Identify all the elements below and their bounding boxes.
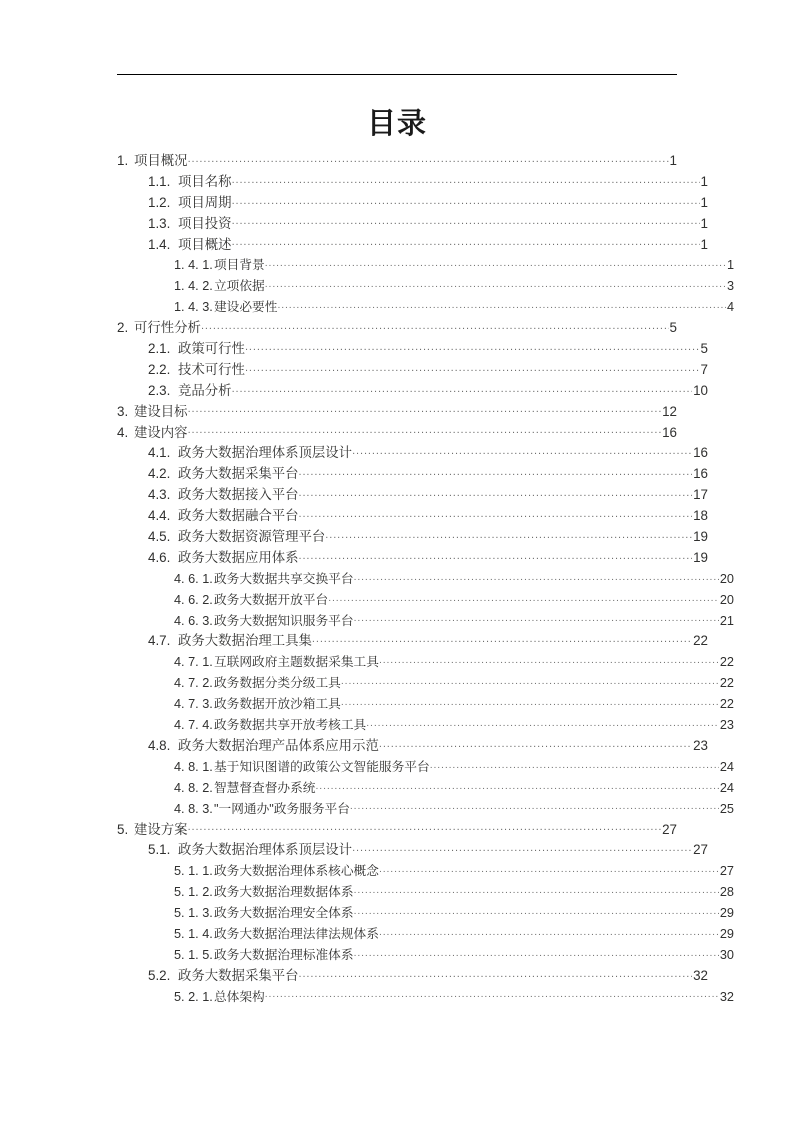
toc-entry-number: 1. 4. 3. (174, 300, 213, 315)
toc-dot-leader (354, 570, 719, 583)
toc-entry-title: 政务大数据治理产品体系应用示范 (178, 737, 379, 753)
toc-dot-leader (232, 381, 693, 394)
toc-dot-leader (232, 214, 700, 227)
toc-entry-number: 5. 2. 1. (174, 989, 213, 1004)
toc-dot-leader (328, 591, 719, 604)
toc-entry-page-number: 16 (693, 445, 708, 461)
toc-dot-leader (201, 319, 669, 332)
toc-entry-number: 5.1. (148, 842, 171, 858)
toc-entry-title: 政务大数据采集平台 (178, 967, 299, 983)
toc-entry-page-number: 29 (719, 926, 734, 941)
toc-dot-leader (325, 528, 692, 541)
toc-entry-title: 政策可行性 (178, 341, 245, 357)
toc-entry-number: 1.1. (148, 173, 171, 189)
toc-entry-title: 建设内容 (134, 424, 188, 440)
toc-entry-number: 2. (117, 320, 129, 336)
toc-dot-leader (188, 423, 662, 436)
toc-entry-number: 4. 6. 2. (174, 592, 213, 607)
toc-entry-title: 项目概述 (178, 236, 232, 252)
toc-entry-number: 5. 1. 3. (174, 906, 213, 921)
toc-entry-page-number: 18 (693, 508, 708, 524)
toc-entry[interactable] (117, 150, 677, 171)
toc-dot-leader (379, 737, 692, 750)
toc-entry-page-number: 16 (662, 424, 677, 440)
toc-entry-title: 政务大数据接入平台 (178, 487, 299, 503)
toc-entry-page-number: 5 (669, 320, 677, 336)
toc-entry-number: 4.8. (148, 737, 171, 753)
toc-entry-title: 政务大数据开放平台 (214, 592, 329, 607)
toc-entry[interactable] (117, 254, 734, 275)
toc-entry-page-number: 1 (700, 173, 708, 189)
toc-entry-page-number: 23 (719, 718, 734, 733)
toc-entry-number: 4. 7. 4. (174, 718, 213, 733)
toc-entry-number: 5. 1. 4. (174, 926, 213, 941)
toc-entry-page-number: 4 (726, 300, 734, 315)
toc-entry-page-number: 28 (719, 885, 734, 900)
toc-entry[interactable] (117, 923, 734, 944)
toc-entry-number: 3. (117, 403, 129, 419)
toc-entry-title: 政务大数据采集平台 (178, 466, 299, 482)
toc-entry-number: 1.3. (148, 215, 171, 231)
toc-dot-leader (265, 278, 726, 291)
toc-entry-page-number: 30 (719, 947, 734, 962)
toc-entry-title: 政务大数据治理工具集 (178, 633, 312, 649)
toc-entry-page-number: 12 (662, 403, 677, 419)
toc-entry-title: 政务大数据治理体系核心概念 (214, 864, 379, 879)
toc-entry-page-number: 21 (719, 613, 734, 628)
toc-entry-page-number: 3 (726, 279, 734, 294)
toc-entry-number: 4.7. (148, 633, 171, 649)
toc-entry-page-number: 1 (669, 153, 677, 168)
toc-entry[interactable] (117, 589, 734, 610)
toc-entry-page-number: 17 (693, 487, 708, 503)
toc-dot-leader (232, 235, 700, 248)
toc-entry-page-number: 22 (693, 633, 708, 649)
toc-entry-page-number: 29 (719, 906, 734, 921)
toc-entry-title: 项目概况 (134, 153, 188, 168)
toc-entry[interactable] (117, 234, 708, 255)
toc-entry-title: 互联网政府主题数据采集工具 (214, 655, 379, 670)
toc-entry-title: "一网通办"政务服务平台 (214, 801, 350, 816)
toc-entry-page-number: 1 (700, 194, 708, 210)
toc-entry-number: 5. (117, 821, 129, 837)
toc-entry-number: 4.1. (148, 445, 171, 461)
toc-entry-number: 4. 7. 2. (174, 676, 213, 691)
toc-entry-number: 4.4. (148, 508, 171, 524)
toc-dot-leader (188, 402, 662, 415)
toc-entry[interactable] (117, 610, 734, 631)
toc-entry-title: 政务大数据治理标准体系 (214, 947, 354, 962)
toc-entry[interactable] (117, 213, 708, 234)
toc-entry-page-number: 24 (719, 780, 734, 795)
toc-entry-page-number: 22 (719, 676, 734, 691)
toc-entry-number: 4. 6. 1. (174, 571, 213, 586)
toc-entry[interactable] (117, 881, 734, 902)
toc-entry-number: 1. 4. 1. (174, 258, 213, 273)
toc-dot-leader (341, 675, 719, 688)
toc-entry[interactable] (117, 547, 708, 568)
toc-dot-leader (354, 904, 719, 917)
toc-entry[interactable] (117, 777, 734, 798)
toc-entry-title: 政务大数据治理数据体系 (214, 885, 354, 900)
toc-entry[interactable] (117, 944, 734, 965)
toc-entry-title: 政务数据分类分级工具 (214, 676, 341, 691)
toc-entry-page-number: 20 (719, 571, 734, 586)
toc-entry-number: 4.3. (148, 487, 171, 503)
toc-dot-leader (232, 173, 700, 186)
table-of-contents (117, 150, 734, 1007)
toc-entry-page-number: 27 (719, 864, 734, 879)
toc-entry[interactable] (117, 986, 734, 1007)
toc-entry-title: 竞品分析 (178, 382, 232, 398)
toc-entry-title: 政务大数据治理安全体系 (214, 906, 354, 921)
toc-dot-leader (245, 361, 700, 374)
toc-entry[interactable] (117, 317, 677, 338)
toc-entry[interactable] (117, 672, 734, 693)
page-title: 目录 (366, 106, 427, 140)
toc-entry-title: 可行性分析 (134, 320, 201, 336)
toc-entry-title: 建设方案 (134, 821, 188, 837)
toc-entry-title: 政务大数据治理体系顶层设计 (178, 445, 353, 461)
toc-dot-leader (379, 925, 719, 938)
toc-entry[interactable] (117, 798, 734, 819)
toc-dot-leader (277, 299, 726, 312)
toc-entry-page-number: 1 (726, 258, 734, 273)
toc-entry[interactable] (117, 714, 734, 735)
toc-entry-page-number: 20 (719, 592, 734, 607)
toc-entry-number: 1. 4. 2. (174, 279, 213, 294)
toc-entry-page-number: 10 (693, 382, 708, 398)
header-rule-divider (117, 74, 677, 75)
toc-dot-leader (354, 612, 719, 625)
toc-entry[interactable] (117, 839, 708, 860)
toc-entry-page-number: 7 (700, 361, 708, 377)
toc-dot-leader (352, 841, 692, 854)
toc-entry[interactable] (117, 526, 708, 547)
toc-entry-title: 技术可行性 (178, 361, 245, 377)
toc-entry-page-number: 16 (693, 466, 708, 482)
toc-entry-title: 政务大数据应用体系 (178, 549, 299, 565)
toc-entry[interactable] (117, 463, 708, 484)
toc-entry-page-number: 22 (719, 697, 734, 712)
toc-entry-number: 5. 1. 1. (174, 864, 213, 879)
toc-dot-leader (379, 863, 719, 876)
toc-entry-number: 4.5. (148, 529, 171, 545)
toc-dot-leader (245, 340, 700, 353)
toc-entry[interactable] (117, 192, 708, 213)
toc-entry-number: 4.2. (148, 466, 171, 482)
toc-dot-leader (299, 507, 693, 520)
toc-entry-page-number: 32 (719, 989, 734, 1004)
toc-entry[interactable] (117, 735, 708, 756)
toc-entry[interactable] (117, 484, 708, 505)
toc-entry-title: 政务大数据共享交换平台 (214, 571, 354, 586)
toc-entry-title: 政务大数据资源管理平台 (178, 529, 326, 545)
toc-entry-number: 5. 1. 5. (174, 947, 213, 962)
toc-entry[interactable] (117, 630, 708, 651)
toc-dot-leader (299, 966, 693, 979)
toc-entry[interactable] (117, 401, 677, 422)
toc-entry[interactable] (117, 442, 708, 463)
toc-entry-title: 政务数据共享开放考核工具 (214, 718, 367, 733)
toc-entry-page-number: 27 (662, 821, 677, 837)
toc-entry[interactable] (117, 275, 734, 296)
toc-dot-leader (299, 549, 693, 562)
toc-entry-page-number: 19 (693, 549, 708, 565)
toc-entry-page-number: 1 (700, 215, 708, 231)
toc-dot-leader (354, 883, 719, 896)
toc-dot-leader (354, 946, 719, 959)
toc-entry-number: 1.2. (148, 194, 171, 210)
toc-dot-leader (366, 716, 719, 729)
toc-entry-number: 4. 7. 3. (174, 697, 213, 712)
toc-entry[interactable] (117, 296, 734, 317)
toc-dot-leader (430, 758, 719, 771)
toc-entry-title: 项目名称 (178, 173, 232, 189)
toc-entry[interactable] (117, 338, 708, 359)
toc-entry-title: 政务大数据知识服务平台 (214, 613, 354, 628)
toc-entry[interactable] (117, 171, 708, 192)
toc-entry[interactable] (117, 965, 708, 986)
toc-dot-leader (299, 486, 693, 499)
toc-entry-title: 项目投资 (178, 215, 232, 231)
toc-entry-title: 立项依据 (214, 279, 265, 294)
toc-entry-page-number: 25 (719, 801, 734, 816)
toc-entry-number: 4. (117, 424, 129, 440)
toc-entry[interactable] (117, 860, 734, 881)
toc-entry-page-number: 19 (693, 529, 708, 545)
toc-dot-leader (188, 820, 662, 833)
toc-dot-leader (299, 465, 693, 478)
toc-entry-page-number: 32 (693, 967, 708, 983)
toc-entry[interactable] (117, 756, 734, 777)
toc-entry-page-number: 1 (700, 236, 708, 252)
toc-dot-leader (350, 800, 719, 813)
toc-entry-number: 5.2. (148, 967, 171, 983)
toc-dot-leader (379, 654, 719, 667)
toc-entry-title: 基于知识图谱的政策公文智能服务平台 (214, 759, 430, 774)
toc-entry-number: 4. 6. 3. (174, 613, 213, 628)
toc-entry-page-number: 23 (693, 737, 708, 753)
toc-entry-page-number: 5 (700, 341, 708, 357)
toc-entry-page-number: 27 (693, 842, 708, 858)
toc-entry-title: 项目周期 (178, 194, 232, 210)
toc-entry[interactable] (117, 505, 708, 526)
toc-dot-leader (341, 695, 719, 708)
toc-entry-title: 政务大数据治理体系顶层设计 (178, 842, 353, 858)
toc-entry-number: 4. 8. 1. (174, 759, 213, 774)
toc-entry-title: 政务大数据治理法律法规体系 (214, 926, 379, 941)
toc-entry-number: 2.3. (148, 382, 171, 398)
toc-entry-number: 2.1. (148, 341, 171, 357)
toc-entry[interactable] (117, 380, 708, 401)
toc-entry-page-number: 24 (719, 759, 734, 774)
toc-dot-leader (352, 444, 692, 457)
toc-dot-leader (265, 988, 719, 1001)
toc-entry-title: 总体架构 (214, 989, 265, 1004)
toc-entry[interactable] (117, 422, 677, 443)
toc-entry[interactable] (117, 902, 734, 923)
toc-entry-number: 4. 7. 1. (174, 655, 213, 670)
toc-entry-title: 政务大数据融合平台 (178, 508, 299, 524)
toc-dot-leader (265, 257, 726, 270)
toc-entry-number: 4. 8. 3. (174, 801, 213, 816)
toc-entry-number: 2.2. (148, 361, 171, 377)
toc-dot-leader (232, 193, 700, 206)
toc-entry-number: 1. (117, 153, 129, 168)
toc-entry[interactable] (117, 819, 677, 840)
toc-dot-leader (312, 632, 692, 645)
toc-entry-title: 智慧督查督办系统 (214, 780, 316, 795)
toc-entry-number: 4.6. (148, 549, 171, 565)
toc-entry[interactable] (117, 359, 708, 380)
toc-entry-title: 项目背景 (214, 258, 265, 273)
toc-entry-title: 政务数据开放沙箱工具 (214, 697, 341, 712)
toc-entry-number: 1.4. (148, 236, 171, 252)
toc-entry-number: 5. 1. 2. (174, 885, 213, 900)
toc-entry-title: 建设必要性 (214, 300, 278, 315)
toc-entry-number: 4. 8. 2. (174, 780, 213, 795)
toc-dot-leader (188, 152, 669, 165)
toc-entry-title: 建设目标 (134, 403, 188, 419)
toc-dot-leader (316, 779, 719, 792)
toc-entry[interactable] (117, 693, 734, 714)
toc-entry[interactable] (117, 651, 734, 672)
toc-entry[interactable] (117, 568, 734, 589)
toc-entry-page-number: 22 (719, 655, 734, 670)
